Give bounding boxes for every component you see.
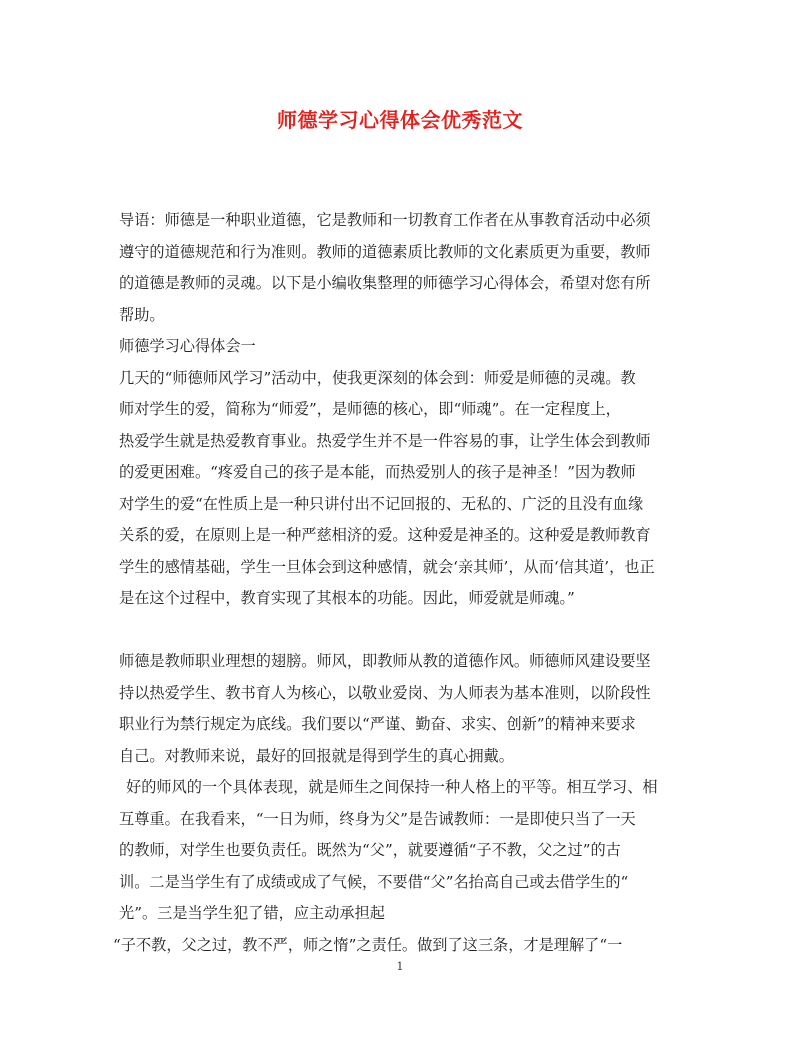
text-line: 遵守的道德规范和行为准则。教师的道德素质比教师的文化素质更为重要，教师 [119, 242, 651, 261]
page-number: 1 [396, 960, 404, 973]
text-line: 职业行为禁行规定为底线。我们要以“严谨、勤奋、求实、创新”的精神来要求 [119, 715, 636, 733]
text-line: 的爱更困难。“疼爱自己的孩子是本能，而热爱别人的孩子是神圣！”因为教师 [119, 463, 636, 481]
text-line: 持以热爱学生、教书育人为核心，以敬业爱岗、为人师表为基本准则，以阶段性 [119, 683, 651, 702]
text-line: 是在这个过程中，教育实现了其根本的功能。因此，师爱就是师魂。” [119, 589, 575, 607]
section-heading: 师德学习心得体会一 [119, 337, 256, 355]
text-line: 帮助。 [119, 305, 165, 324]
text-line: 几天的“师德师风学习”活动中，使我更深刻的体会到：师爱是师德的灵魂。教 [119, 368, 636, 387]
text-line: 好的师风的一个具体表现，就是师生之间保持一种人格上的平等。相互学习、相 [126, 778, 658, 796]
paragraph-spacer [119, 615, 687, 647]
text-line: 的道德是教师的灵魂。以下是小编收集整理的师德学习心得体会，希望对您有所 [119, 274, 651, 292]
text-line: 光”。三是当学生犯了错，应主动承担起 [119, 904, 385, 922]
text-line: 热爱学生就是热爱教育事业。热爱学生并不是一件容易的事，让学生体会到教师 [119, 431, 651, 450]
text-line: 关系的爱，在原则上是一种严慈相济的爱。这种爱是神圣的。这种爱是教师教育 [119, 526, 651, 544]
text-line: 对学生的爱“在性质上是一种只讲付出不记回报的、无私的、广泛的且没有血缘 [119, 494, 644, 513]
text-line: 师对学生的爱，简称为“师爱”，是师德的核心，即“师魂”。在一定程度上， [119, 400, 621, 418]
document-title: 师德学习心得体会优秀范文 [277, 108, 523, 132]
text-line: 师德是教师职业理想的翅膀。师风，即教师从教的道德作风。师德师风建设要坚 [119, 652, 651, 670]
text-line: 的教师，对学生也要负责任。既然为“父”，就要遵循“子不教，父之过”的古 [119, 841, 621, 859]
text-line: “子不教，父之过，教不严，师之惰”之责任。做到了这三条，才是理解了“一 [113, 935, 623, 954]
text-line: 训。二是当学生有了成绩或成了气候，不要借“父”名抬高自己或去借学生的“ [119, 872, 629, 891]
document-body [113, 205, 687, 961]
text-line: 互尊重。在我看来，“一日为师，终身为父”是告诫教师：一是即使只当了一天 [119, 809, 636, 828]
text-line: 学生的感情基础，学生一旦体会到这种感情，就会‘亲其师’，从而‘信其道’，也正 [119, 557, 655, 576]
text-line: 导语：师德是一种职业道德，它是教师和一切教育工作者在从事教育活动中必须 [119, 211, 651, 229]
text-line: 自己。对教师来说，最好的回报就是得到学生的真心拥戴。 [119, 746, 514, 765]
